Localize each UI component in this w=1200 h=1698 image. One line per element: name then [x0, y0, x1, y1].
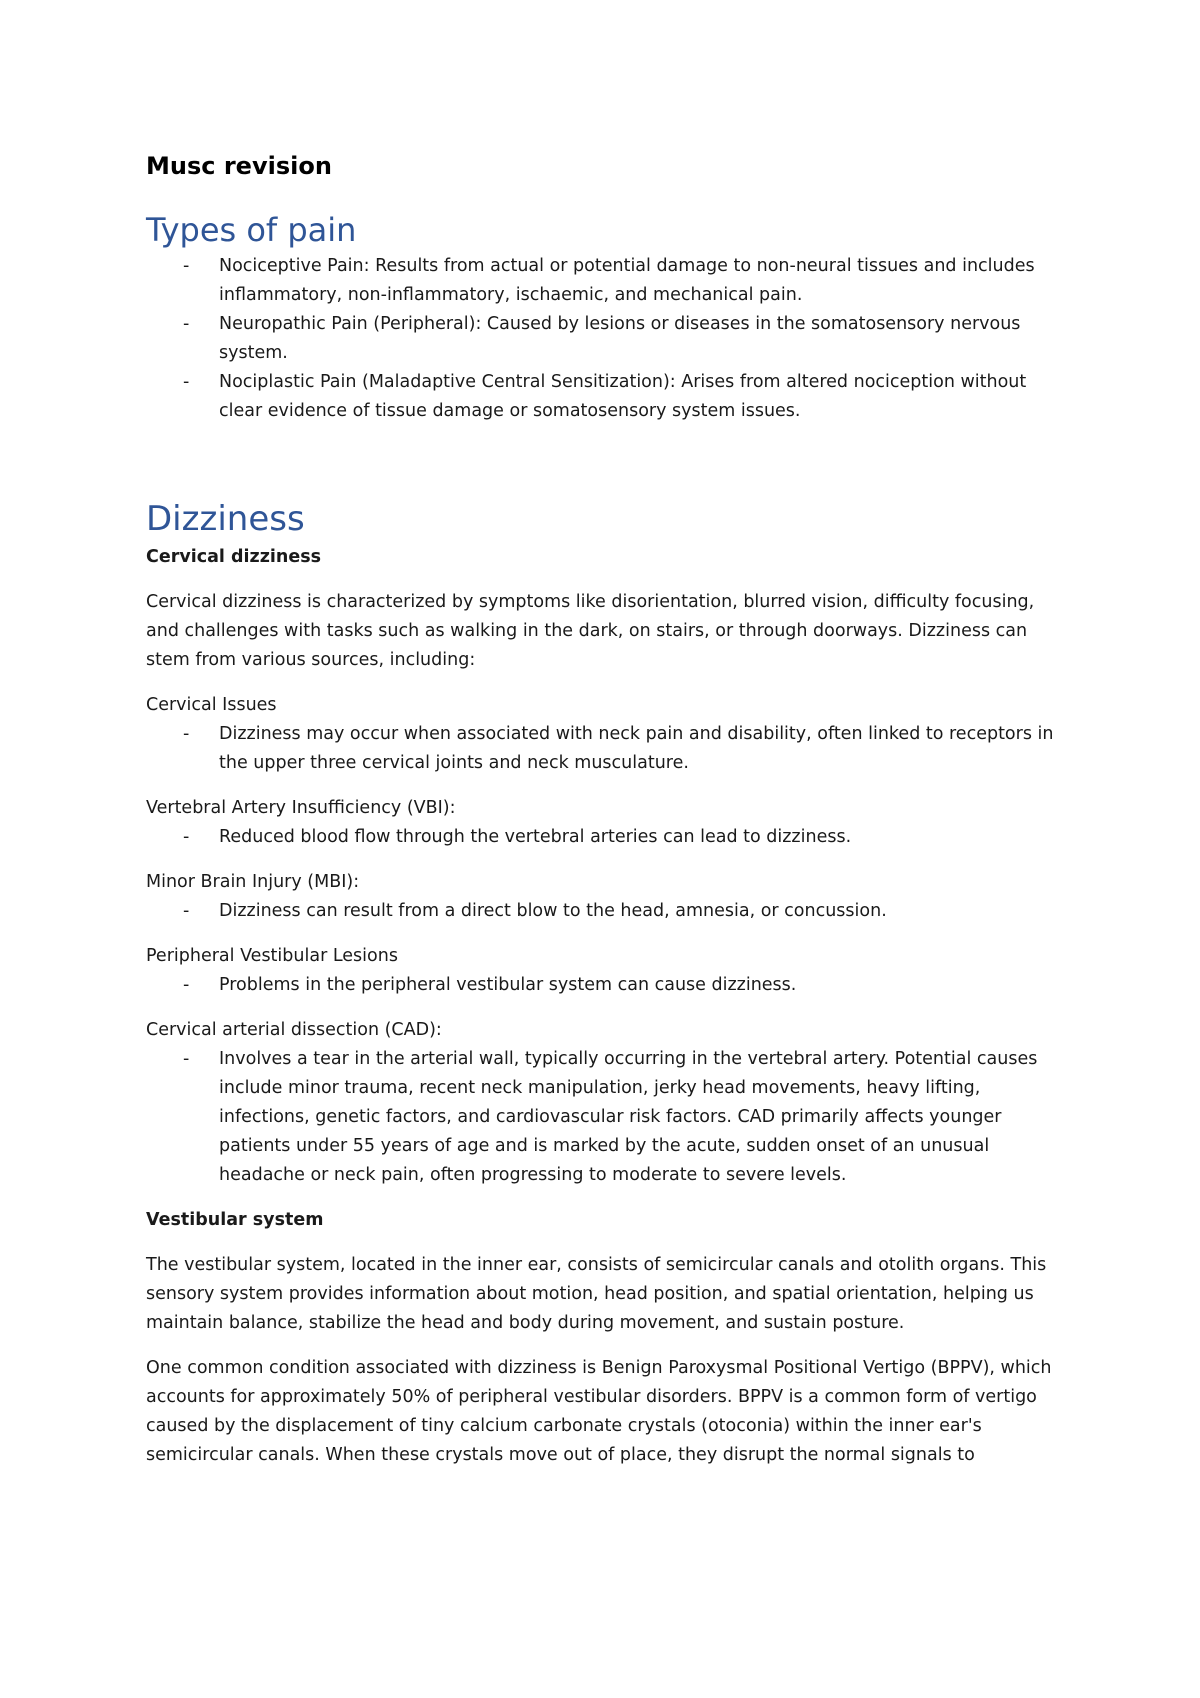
vestibular-paragraph-2: One common condition associated with dizziness is Benign Paroxysmal Positional Vertigo (BPPV), which accounts for approximately 50% of peripheral vestibular disorders. BPPV is a common form of vertigo caused by the displacement of tiny calcium carbonate crystals (otoconia) within the inner ear's semicircular canals. When these crystals move out of place, they disrupt the normal signals to [146, 1358, 1052, 1465]
source-label: Minor Brain Injury (MBI): [146, 872, 360, 892]
source-label: Vertebral Artery Insufficiency (VBI): [146, 798, 456, 818]
list-item [146, 252, 1066, 310]
list-item-text: Reduced blood flow through the vertebral arteries can lead to dizziness. [219, 827, 852, 847]
list-item [146, 897, 1066, 926]
dash-marker: - [183, 1049, 190, 1069]
source-label: Cervical Issues [146, 695, 277, 715]
source-list [146, 823, 1066, 852]
vestibular-system-subheading: Vestibular system [146, 1210, 324, 1230]
list-item [146, 368, 1066, 426]
list-item-text: Neuropathic Pain (Peripheral): Caused by lesions or diseases in the somatosensory nervous system. [219, 314, 1021, 363]
source-label: Peripheral Vestibular Lesions [146, 946, 398, 966]
dash-marker: - [183, 975, 190, 995]
list-item-text: Nociceptive Pain: Results from actual or potential damage to non-neural tissues and includes inflammatory, non-inflammatory, ischaemic, and mechanical pain. [219, 256, 1035, 305]
cervical-dizziness-intro: Cervical dizziness is characterized by symptoms like disorientation, blurred vision, difficulty focusing, and challenges with tasks such as walking in the dark, on stairs, or through doorways. Dizziness can stem from various sources, including: [146, 592, 1035, 670]
list-item-text: Nociplastic Pain (Maladaptive Central Sensitization): Arises from altered nociception without clear evidence of tissue damage or somatosensory system issues. [219, 372, 1027, 421]
list-item-text: Involves a tear in the arterial wall, typically occurring in the vertebral artery. Potential causes include minor trauma, recent neck manipulation, jerky head movements, heavy lifting, infections, genetic factors, and cardiovascular risk factors. CAD primarily affects younger patients under 55 years of age and is marked by the acute, sudden onset of an unusual headache or neck pain, often progressing to moderate to severe levels. [219, 1049, 1038, 1185]
list-item-text: Problems in the peripheral vestibular system can cause dizziness. [219, 975, 797, 995]
dizziness-section [146, 543, 1066, 1470]
pain-types-list [146, 252, 1066, 426]
dash-marker: - [183, 901, 190, 921]
list-item [146, 720, 1066, 778]
list-item [146, 1045, 1066, 1190]
source-list [146, 971, 1066, 1000]
dizziness-heading: Dizziness [146, 499, 305, 539]
dash-marker: - [183, 724, 190, 744]
types-of-pain-heading: Types of pain [146, 211, 357, 249]
list-item [146, 971, 1066, 1000]
vestibular-paragraph-1: The vestibular system, located in the inner ear, consists of semicircular canals and otolith organs. This sensory system provides information about motion, head position, and spatial orientation, helping us maintain balance, stabilize the head and body during movement, and sustain posture. [146, 1255, 1047, 1333]
dash-marker: - [183, 372, 190, 392]
dash-marker: - [183, 256, 190, 276]
list-item [146, 823, 1066, 852]
source-list [146, 1045, 1066, 1190]
dash-marker: - [183, 314, 190, 334]
source-list [146, 720, 1066, 778]
cervical-dizziness-subheading: Cervical dizziness [146, 547, 322, 567]
source-list [146, 897, 1066, 926]
list-item [146, 310, 1066, 368]
list-item-text: Dizziness can result from a direct blow to the head, amnesia, or concussion. [219, 901, 887, 921]
source-label: Cervical arterial dissection (CAD): [146, 1020, 442, 1040]
list-item-text: Dizziness may occur when associated with neck pain and disability, often linked to receptors in the upper three cervical joints and neck musculature. [219, 724, 1054, 773]
document-title: Musc revision [146, 152, 332, 180]
dash-marker: - [183, 827, 190, 847]
